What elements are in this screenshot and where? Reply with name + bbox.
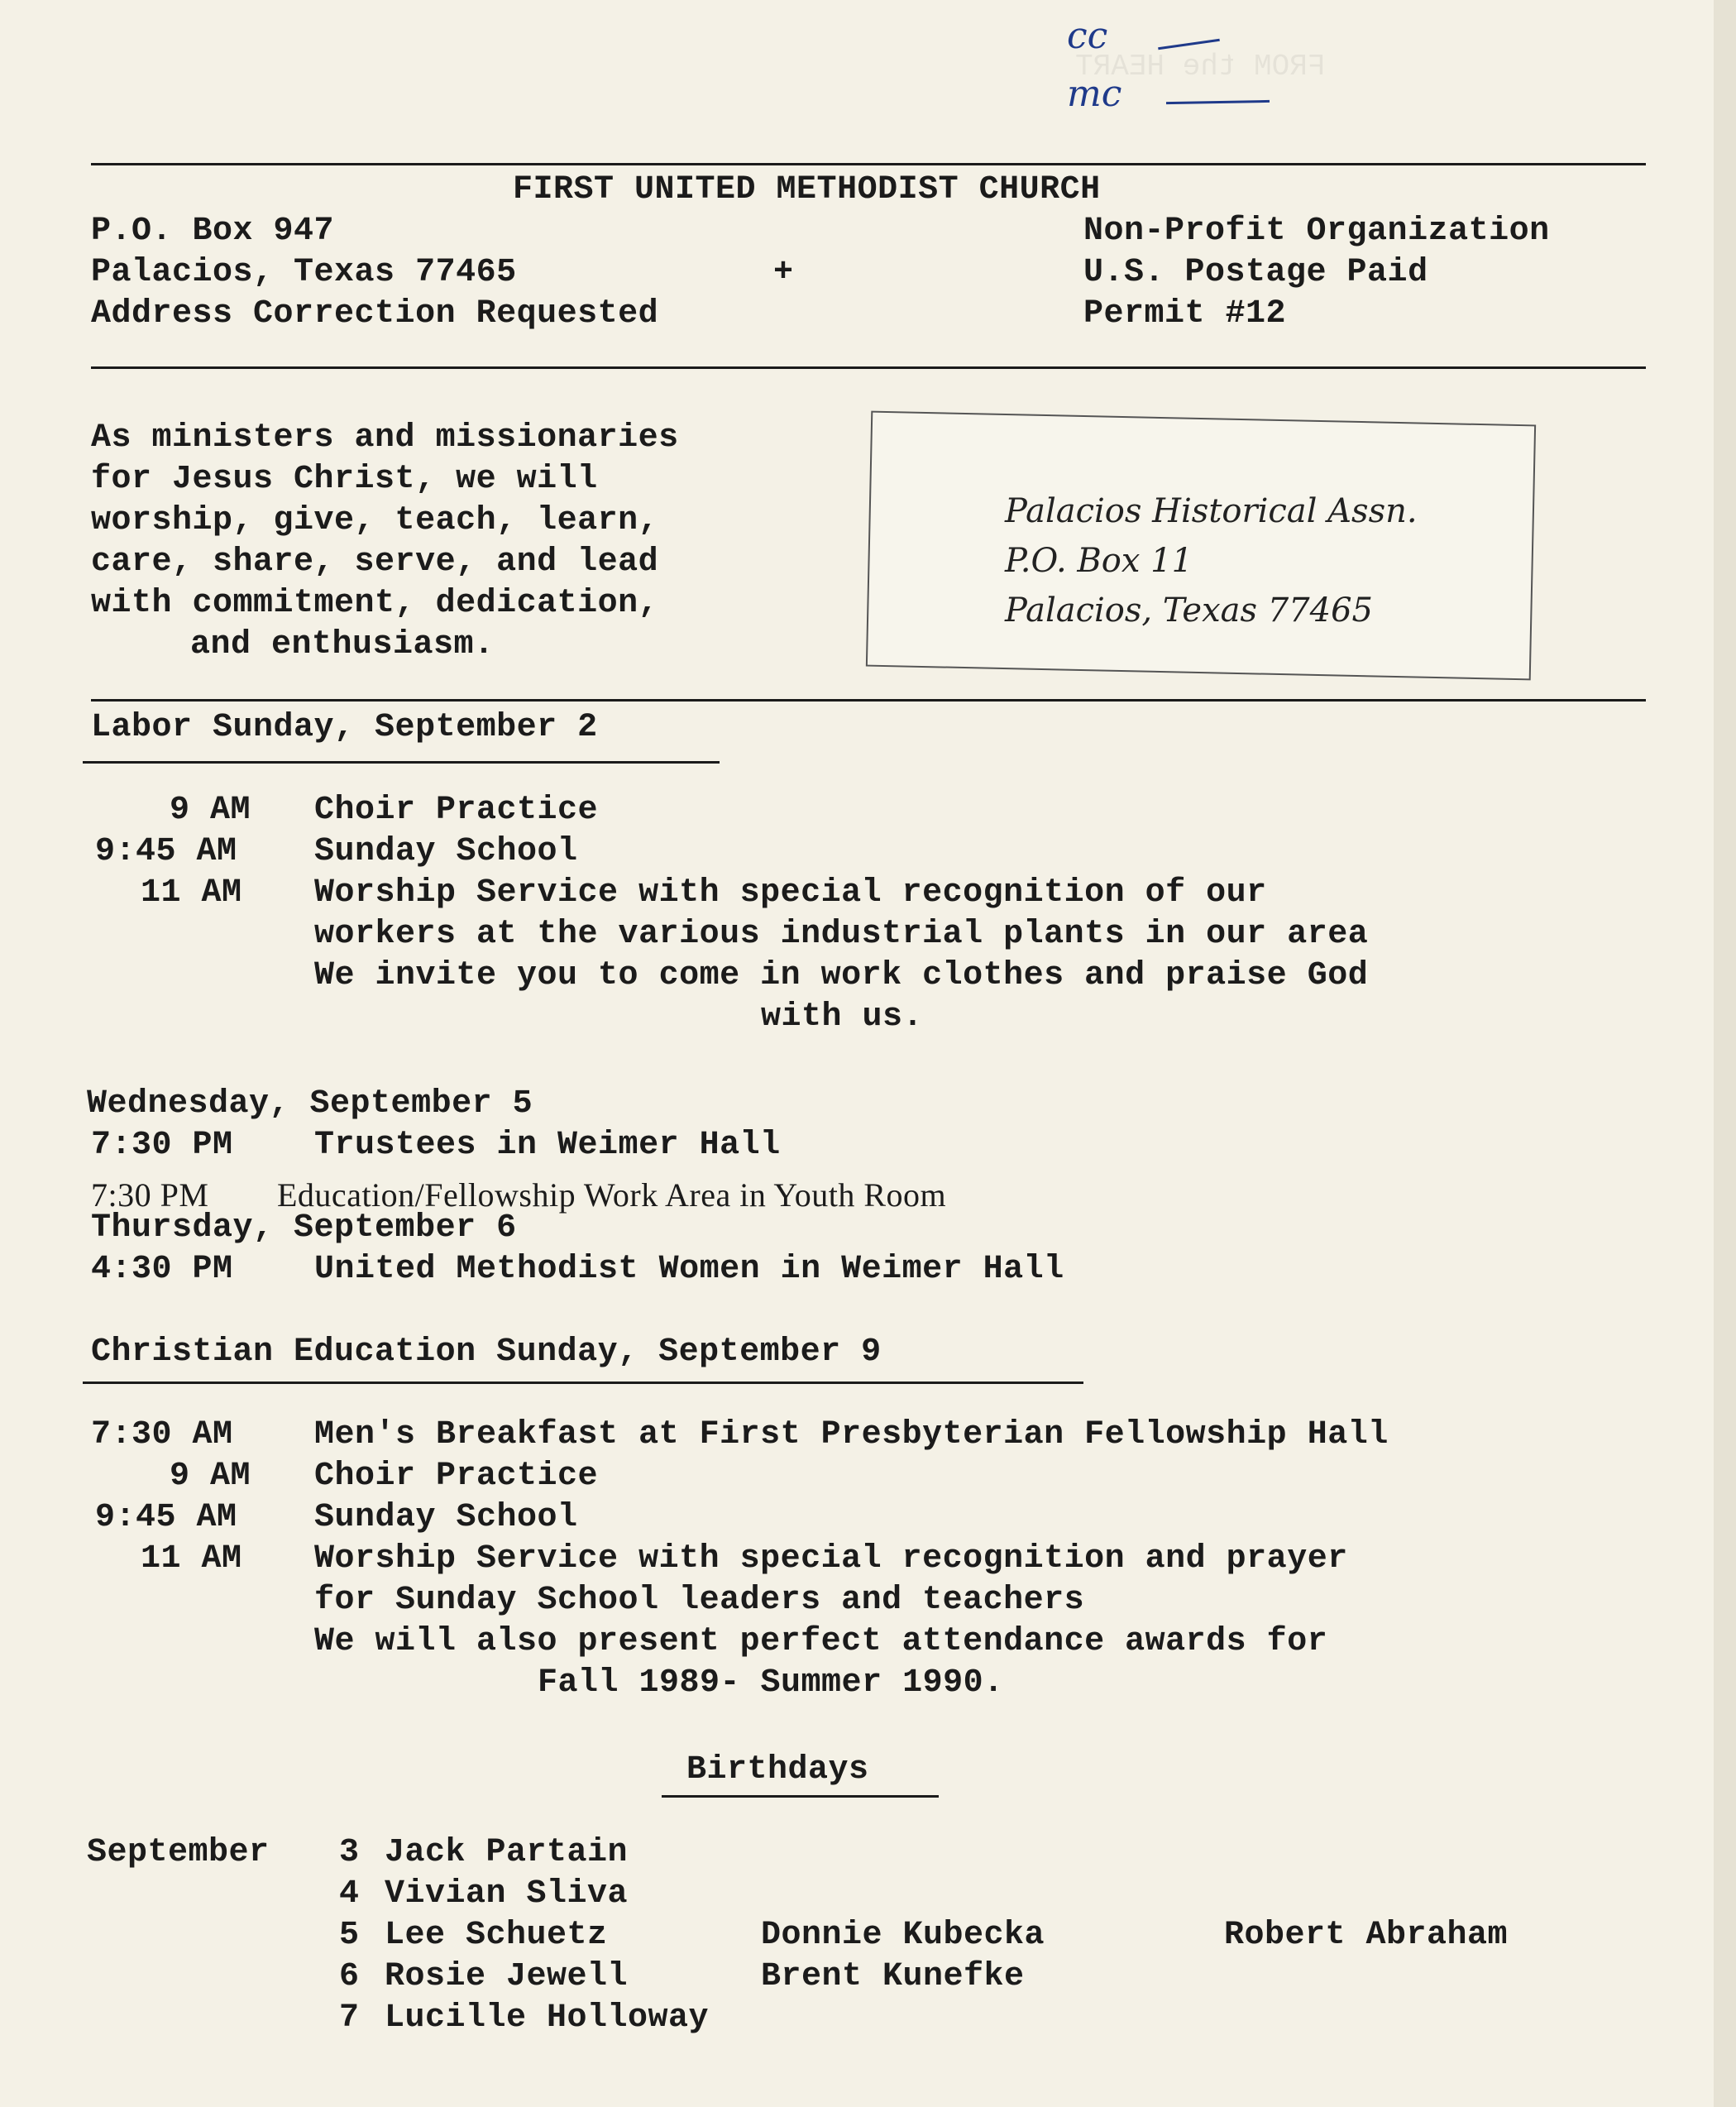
ce-sunday-underline (83, 1382, 1083, 1384)
header-top-rule (91, 163, 1646, 165)
birthdays-title: Birthdays (686, 1751, 869, 1789)
return-address-line1: P.O. Box 947 (91, 213, 335, 250)
labor-cont-2: We invite you to come in work clothes and praise God (314, 957, 1369, 994)
ce-sunday-title: Christian Education Sunday, September 9 (91, 1334, 882, 1371)
header-bottom-rule (91, 366, 1646, 369)
birthday-month: September (87, 1834, 270, 1871)
ce-time-2: 9 AM (170, 1458, 251, 1495)
thursday-time-1: 4:30 PM (91, 1251, 233, 1288)
ce-time-1: 7:30 AM (91, 1416, 233, 1453)
ce-cont-3: Fall 1989- Summer 1990. (538, 1664, 1004, 1702)
thursday-text-1: United Methodist Women in Weimer Hall (314, 1251, 1064, 1288)
ce-text-1: Men's Breakfast at First Presbyterian Fellowship Hall (314, 1416, 1389, 1453)
birthday-day-7: 7 (339, 1999, 360, 2037)
label-line3: Palacios, Texas 77465 (1005, 591, 1373, 630)
labor-time-2: 9:45 AM (95, 833, 237, 870)
show-through-text: FROM the HEART (1075, 50, 1326, 84)
wednesday-text-1: Trustees in Weimer Hall (314, 1127, 781, 1164)
labor-time-1: 9 AM (170, 792, 251, 829)
ce-cont-2: We will also present perfect attendance awards for (314, 1623, 1328, 1660)
mission-line1: As ministers and missionaries (91, 419, 679, 457)
wednesday-time-1: 7:30 PM (91, 1127, 233, 1164)
mission-line6: and enthusiasm. (190, 626, 495, 663)
labor-cont-3: with us. (761, 998, 924, 1036)
handwritten-cc: cc (1067, 15, 1108, 57)
handwritten-mc: mc (1067, 73, 1122, 115)
birthday-day-6: 6 (339, 1958, 360, 1995)
birthday-name: Donnie Kubecka (761, 1917, 1045, 1954)
birthday-name: Brent Kunefke (761, 1958, 1025, 1995)
mission-bottom-rule (91, 699, 1646, 702)
birthday-name: Lee Schuetz (385, 1917, 608, 1954)
labor-text-3: Worship Service with special recognition of our (314, 874, 1267, 912)
labor-sunday-title: Labor Sunday, September 2 (91, 709, 598, 746)
postage-line2: U.S. Postage Paid (1083, 254, 1428, 291)
ce-text-2: Choir Practice (314, 1458, 599, 1495)
page-edge (1714, 0, 1736, 2107)
label-line2: P.O. Box 11 (1005, 542, 1193, 580)
birthday-day-4: 4 (339, 1875, 360, 1913)
birthday-name: Jack Partain (385, 1834, 629, 1871)
wednesday-text-2: Education/Fellowship Work Area in Youth Room (277, 1176, 947, 1214)
postage-line3: Permit #12 (1083, 295, 1287, 333)
labor-time-3: 11 AM (141, 874, 242, 912)
ce-time-4: 11 AM (141, 1540, 242, 1578)
wednesday-title: Wednesday, September 5 (87, 1085, 533, 1123)
ce-cont-1: for Sunday School leaders and teachers (314, 1582, 1085, 1619)
birthday-day-5: 5 (339, 1917, 360, 1954)
birthday-name: Robert Abraham (1224, 1917, 1509, 1954)
mission-line2: for Jesus Christ, we will (91, 461, 598, 498)
birthdays-underline (662, 1795, 939, 1798)
address-label (866, 411, 1536, 681)
return-address-line2: Palacios, Texas 77465 (91, 254, 517, 291)
labor-sunday-underline (83, 761, 720, 764)
birthday-name: Rosie Jewell (385, 1958, 629, 1995)
wednesday-time-2: 7:30 PM (91, 1176, 209, 1214)
cross-symbol: + (773, 254, 794, 291)
ce-time-3: 9:45 AM (95, 1499, 237, 1536)
labor-text-2: Sunday School (314, 833, 578, 870)
labor-text-1: Choir Practice (314, 792, 599, 829)
mission-line4: care, share, serve, and lead (91, 544, 659, 581)
ce-text-3: Sunday School (314, 1499, 578, 1536)
birthday-day-3: 3 (339, 1834, 360, 1871)
birthday-name: Lucille Holloway (385, 1999, 710, 2037)
thursday-title: Thursday, September 6 (91, 1209, 517, 1247)
ce-text-4: Worship Service with special recognition and prayer (314, 1540, 1348, 1578)
label-line1: Palacios Historical Assn. (1005, 492, 1418, 530)
birthday-name: Vivian Sliva (385, 1875, 629, 1913)
postage-line1: Non-Profit Organization (1083, 213, 1550, 250)
church-name: FIRST UNITED METHODIST CHURCH (513, 171, 1101, 208)
mission-line5: with commitment, dedication, (91, 585, 659, 622)
labor-cont-1: workers at the various industrial plants in our area (314, 916, 1369, 953)
mission-line3: worship, give, teach, learn, (91, 502, 659, 539)
return-address-line3: Address Correction Requested (91, 295, 659, 333)
